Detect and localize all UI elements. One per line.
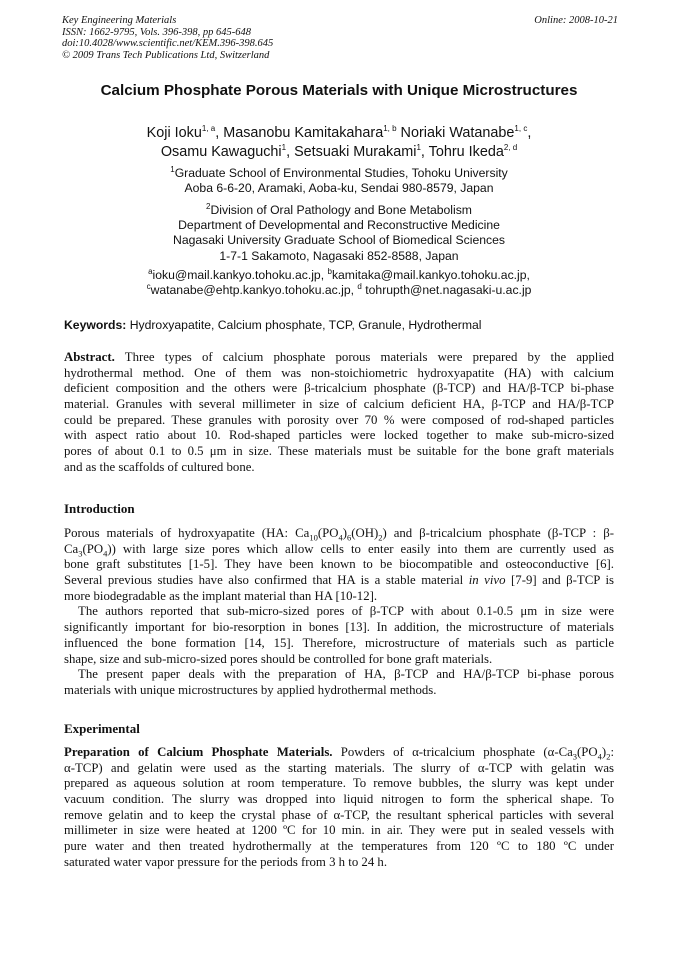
abstract-line: could be prepared. These granules with porosity over 70 % were composed of rod-shaped particles [64,412,614,427]
subscript: 3 [572,751,578,762]
intro-line: The authors reported that sub-micro-sized pores of β-TCP with about 0.1-0.5 μm in size were [78,604,614,619]
author-name: Koji Ioku [146,125,202,141]
abstract-line: with aspect ratio about 10. Rod-shaped particles were locked together to make sub-micro-sized [64,428,614,443]
exp-line: prepared as aqueous solution at room temperature. To remove bubbles, the slurry was kept under [64,776,614,791]
affil-line: 1-7-1 Sakamoto, Nagasaki 852-8588, Japan [219,248,459,263]
subscript: 6 [346,532,352,543]
author-affil-mark: 2, d [503,143,518,153]
author-name: , Setsuaki Murakami [286,144,417,160]
text-run: Several previous studies have also confirmed that HA is a stable material [64,573,469,588]
subscript: 4 [597,751,602,762]
text-run: (PO [317,526,339,540]
text-run: Porous materials of hydroxyapatite (HA: Ca [64,526,310,540]
affil-line: Graduate School of Environmental Studies, Tohoku University [174,166,508,180]
subscript: 2 [378,532,383,543]
intro-line: significantly important for bio-resorption in bones [13]. In addition, the microstructure of materials [64,620,614,635]
affiliation-2 [0,203,678,264]
abstract-text: Three types of calcium phosphate porous materials were prepared by the applied [114,350,614,364]
abstract-label: Abstract. [64,350,115,364]
author-affil-mark: 1, b [383,124,397,134]
exp-line: millimeter in size were heated at 1200 ºC for 10 min. in air. They were put in sealed vessels with [64,823,614,838]
intro-line: more biodegradable as the implant material than HA [10-12]. [64,588,378,603]
text-run: (PO [82,541,104,556]
email-address: kamitaka@mail.kankyo.tohoku.ac.jp, [331,268,530,282]
author-name: Osamu Kawaguchi [160,144,282,160]
paper-title: Calcium Phosphate Porous Materials with Unique Microstructures [100,82,578,99]
intro-line: influenced the bone formation [14, 15]. Therefore, microstructure of materials such as particle [64,635,614,650]
journal-header [62,15,618,61]
affil-line: Aoba 6-6-20, Aramaki, Aoba-ku, Sendai 980-8579, Japan [184,181,494,196]
abstract-line [64,350,614,366]
affil-line: Division of Oral Pathology and Bone Metabolism [210,203,472,217]
abstract-line: and as the scaffolds of cultured bone. [64,459,255,474]
text-run: ) [601,745,607,759]
affil-mark: 1 [170,164,175,174]
doi-line: doi:10.4028/www.scientific.net/KEM.396-398.645 [62,38,274,49]
intro-line [64,573,614,589]
subscript: 10 [309,532,318,543]
abstract-line: material. Granules with several millimeter in size of calcium deficient HA, β-TCP and HA/β-TCP [64,397,614,412]
exp-line: α-TCP) and gelatin were used as the starting materials. The slurry of α-TCP with gelatin was [64,760,614,775]
online-date: Online: 2008-10-21 [534,15,618,26]
email-mark: c [146,282,151,292]
experimental-body [64,745,614,871]
keywords-label: Keywords: [64,318,127,332]
abstract [64,350,614,476]
email-address: tohrupth@net.nagasaki-u.ac.jp [365,283,532,298]
text-run: : [610,745,614,759]
author-name: , Tohru Ikeda [420,144,504,160]
intro-line [64,526,614,542]
exp-line [64,745,614,761]
author-list [0,124,678,162]
affil-line: Nagasaki University Graduate School of Biomedical Sciences [173,233,505,248]
text-run: Ca [64,541,79,556]
affiliation-1 [0,166,678,196]
text-run: Powders of α-tricalcium phosphate (α-Ca [332,745,573,759]
copyright-line: © 2009 Trans Tech Publications Ltd, Switzerland [62,49,270,61]
email-mark: b [327,266,332,276]
intro-line: materials with unique microstructures by applied hydrothermal methods. [64,682,437,697]
email-address: ioku@mail.kankyo.tohoku.ac.jp, [152,268,325,282]
intro-line: The present paper deals with the preparation of HA, β-TCP and HA/β-TCP bi-phase porous [78,667,614,682]
subsection-label: Preparation of Calcium Phosphate Materials. [64,745,333,759]
email-mark: d [357,282,362,292]
author-name: , Masanobu Kamitakahara [215,125,384,141]
affil-mark: 2 [206,201,211,211]
subscript: 2 [606,751,611,762]
affil-line: Department of Developmental and Reconstructive Medicine [178,218,500,233]
text-run: )) with large size pores which allow cells to enter easily into them are currently used as [107,541,614,556]
email-block [0,268,678,298]
introduction-heading: Introduction [64,501,135,516]
email-mark: a [148,266,153,276]
author-separator: , [527,125,532,141]
text-run: (OH) [351,526,379,540]
subscript: 4 [338,532,343,543]
text-run: (PO [577,745,598,759]
text-run: ) and β-tricalcium phosphate (β-TCP : β- [382,526,614,540]
italic-run: in vivo [468,573,506,588]
journal-name: Key Engineering Materials [62,15,177,26]
issn-line: ISSN: 1662-9795, Vols. 396-398, pp 645-648 [62,26,251,38]
author-name: Noriaki Watanabe [396,125,515,141]
author-affil-mark: 1, c [514,124,528,134]
abstract-line: deficient composition and the others were β-tricalcium phosphate (β-TCP) and HA/β-TCP bi-phase [64,381,614,396]
subscript: 3 [78,548,83,559]
intro-line: bone graft substitutes [1-5]. They have been known to be biocompatible and osteoconductive [6]. [64,557,614,572]
exp-line: remove gelatin and to keep the crystal phase of α-TCP, the resultant spherical particles with several [64,807,614,822]
abstract-line: pores of about 0.1 to 0.5 μm in size. These materials must be suitable for the bone graft materials [64,444,614,459]
intro-line: shape, size and sub-micro-sized pores should be controlled for bone graft materials. [64,651,493,666]
author-affil-mark: 1 [281,143,287,153]
email-address: watanabe@ehtp.kankyo.tohoku.ac.jp, [150,283,355,298]
text-run: [7-9] and β-TCP is [505,573,614,588]
exp-line: pure water and then treated hydrothermally at the temperatures from 120 ºC to 180 ºC under [64,839,614,854]
exp-line: saturated water vapor pressure for the periods from 3 h to 24 h. [64,854,388,869]
keywords-text: Hydroxyapatite, Calcium phosphate, TCP, Granule, Hydrothermal [126,318,482,332]
keywords [64,318,482,332]
author-affil-mark: 1, a [201,124,216,134]
author-affil-mark: 1 [416,143,421,153]
abstract-line: hydrothermal method. One of them was non-stoichiometric hydroxyapatite (HA) with calcium [64,365,614,380]
exp-line: vacuum condition. The slurry was dropped into liquid nitrogen to form the spherical shape. To [64,792,614,807]
subscript: 4 [103,548,108,559]
text-run: ) [342,526,347,540]
experimental-heading: Experimental [64,721,140,736]
introduction-body [64,526,614,699]
intro-line [64,542,614,558]
